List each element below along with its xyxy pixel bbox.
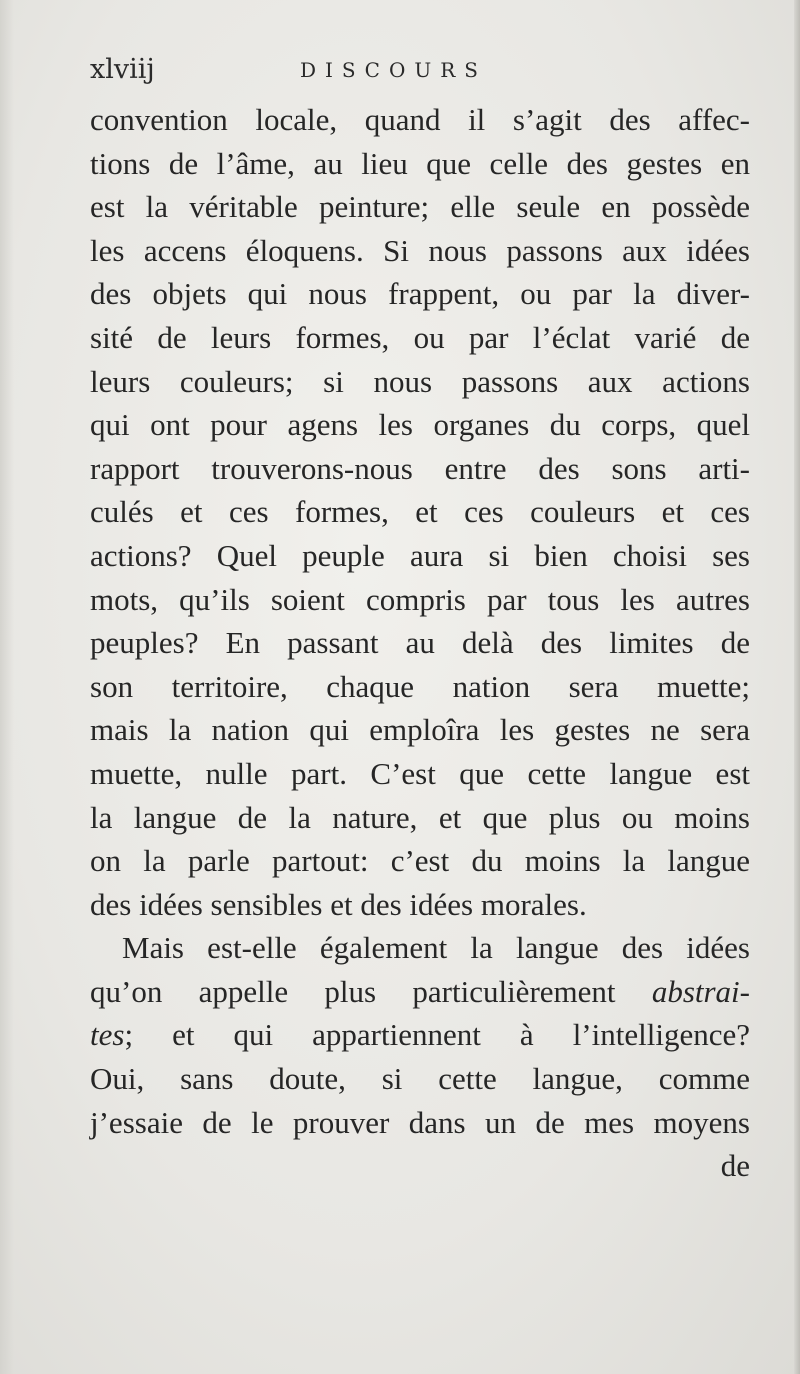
text-line: peuples? En passant au delà des limites de bbox=[90, 625, 750, 661]
text-line: Mais est-elle également la langue des idées bbox=[122, 930, 750, 966]
text-line: culés et ces formes, et ces couleurs et ces bbox=[90, 494, 750, 530]
text-line: sité de leurs formes, ou par l’éclat varié de bbox=[90, 319, 750, 355]
body-text bbox=[90, 98, 750, 1188]
text-line: tions de l’âme, au lieu que celle des gestes en bbox=[90, 145, 750, 181]
text-fragment: qu’on appelle plus particulièrement bbox=[90, 973, 652, 1009]
text-line bbox=[90, 1013, 750, 1057]
page-number: xlviij bbox=[90, 54, 155, 85]
text-line bbox=[90, 970, 750, 1014]
text-line: mais la nation qui emploîra les gestes ne sera bbox=[90, 712, 750, 748]
page-gutter-shadow bbox=[0, 0, 14, 1374]
text-line: actions? Quel peuple aura si bien choisi ses bbox=[90, 537, 750, 573]
text-line: rapport trouverons-nous entre des sons arti- bbox=[90, 450, 750, 486]
text-line: est la véritable peinture; elle seule en possède bbox=[90, 189, 750, 225]
page-edge-shadow bbox=[794, 0, 800, 1374]
text-line: qui ont pour agens les organes du corps, quel bbox=[90, 407, 750, 443]
text-fragment: ; et qui appartiennent à l’intelligence? bbox=[124, 1017, 750, 1053]
paragraph-2 bbox=[90, 926, 750, 1144]
text-line: Oui, sans doute, si cette langue, comme bbox=[90, 1061, 750, 1097]
text-line: les accens éloquens. Si nous passons aux idées bbox=[90, 232, 750, 268]
text-line: la langue de la nature, et que plus ou moins bbox=[90, 799, 750, 835]
text-line: j’essaie de le prouver dans un de mes moyens bbox=[90, 1104, 750, 1140]
italic-word: abstrai- bbox=[651, 973, 750, 1009]
text-line: mots, qu’ils soient compris par tous les autres bbox=[90, 581, 750, 617]
catchword: de bbox=[720, 1148, 750, 1184]
running-title: DISCOURS bbox=[300, 58, 487, 82]
text-line: muette, nulle part. C’est que cette langue est bbox=[90, 755, 750, 791]
text-line: on la parle partout: c’est du moins la langue bbox=[90, 843, 750, 879]
text-line: leurs couleurs; si nous passons aux actions bbox=[90, 363, 750, 399]
paragraph-1 bbox=[90, 98, 750, 926]
text-line: des idées sensibles et des idées morales. bbox=[90, 886, 587, 922]
page-header bbox=[90, 52, 750, 88]
text-line: convention locale, quand il s’agit des affec- bbox=[90, 102, 750, 137]
text-line: son territoire, chaque nation sera muette; bbox=[90, 668, 750, 704]
text-line: des objets qui nous frappent, ou par la diver- bbox=[90, 276, 750, 312]
italic-word: tes bbox=[90, 1017, 125, 1053]
